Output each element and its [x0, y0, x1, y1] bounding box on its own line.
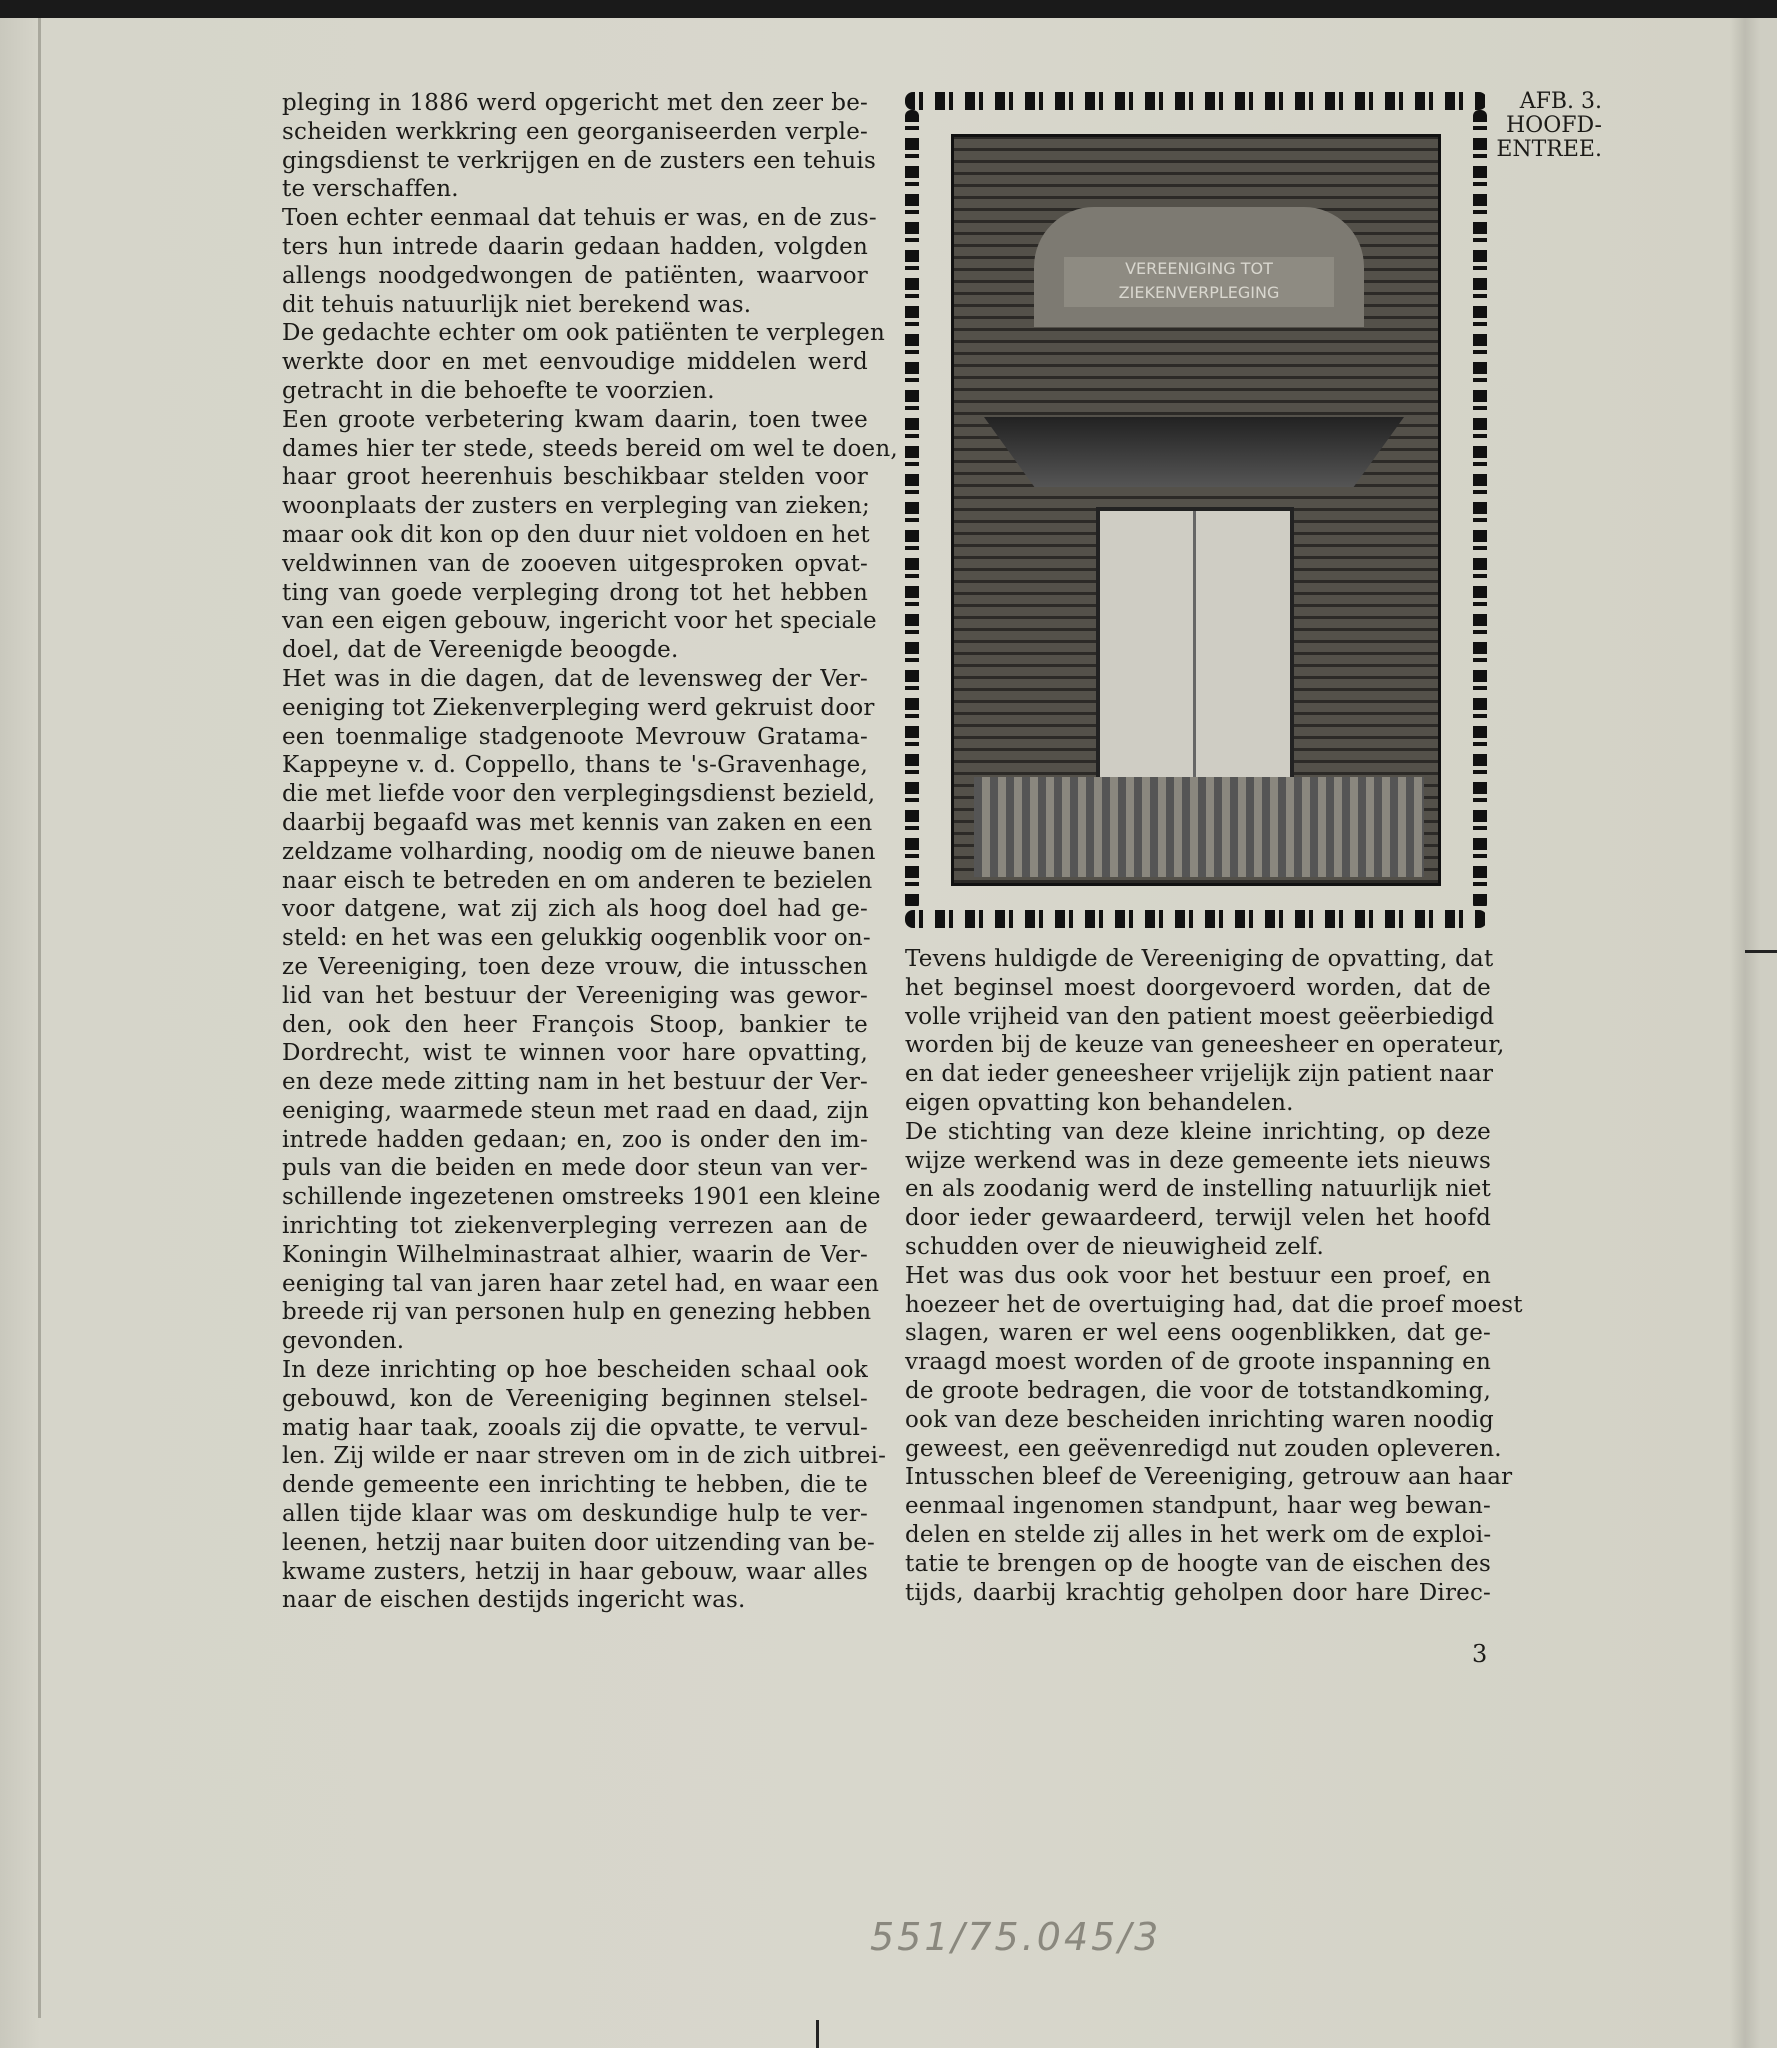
text-line: Het was in die dagen, dat de levensweg der Ver-: [282, 665, 868, 692]
photo-sign: VEREENIGING TOT ZIEKENVERPLEGING: [1064, 257, 1334, 307]
caption-line: HOOFD-: [1505, 113, 1602, 138]
text-line: allengs noodgedwongen de patiënten, waarvoor: [282, 262, 868, 289]
frame-ornament-right: [1473, 110, 1487, 910]
text-line: gingsdienst te verkrijgen en de zusters een tehuis: [282, 147, 876, 174]
page-number: 3: [1472, 1640, 1488, 1668]
text-line: te verschaffen.: [282, 176, 459, 203]
text-line: lid van het bestuur der Vereeniging was gewor-: [282, 982, 868, 1009]
text-line: gevonden.: [282, 1328, 405, 1355]
entrance-photo: [951, 134, 1441, 886]
text-line: steld: en het was een gelukkig oogenblik voor on-: [282, 925, 871, 952]
text-line: De stichting van deze kleine inrichting, op deze: [905, 1118, 1491, 1145]
text-line: schillende ingezetenen omstreeks 1901 een kleine: [282, 1184, 881, 1211]
text-line: daarbij begaafd was met kennis van zaken en een: [282, 809, 873, 836]
text-line: en dat ieder geneesheer vrijelijk zijn patient naar: [905, 1061, 1494, 1088]
text-line: breede rij van personen hulp en genezing hebben: [282, 1299, 872, 1326]
text-line: dende gemeente een inrichting te hebben, die te: [282, 1472, 868, 1499]
text-line: een toenmalige stadgenoote Mevrouw Gratama-: [282, 723, 868, 750]
text-line: het beginsel moest doorgevoerd worden, dat de: [905, 974, 1491, 1001]
text-line: van een eigen gebouw, ingericht voor het speciale: [282, 608, 877, 635]
text-line: die met liefde voor den verplegingsdienst bezield,: [282, 781, 876, 808]
text-line: eeniging tal van jaren haar zetel had, en waar een: [282, 1270, 880, 1297]
text-line: Koningin Wilhelminastraat alhier, waarin de Ver-: [282, 1241, 868, 1268]
text-line: haar groot heerenhuis beschikbaar stelden voor: [282, 464, 868, 491]
text-line: ting van goede verpleging drong tot het hebben: [282, 579, 868, 606]
text-line: Het was dus ook voor het bestuur een proef, en: [905, 1262, 1491, 1289]
frame-ornament-bottom: [905, 910, 1487, 928]
text-line: eeniging, waarmede steun met raad en daad, zijn: [282, 1097, 869, 1124]
text-line: de groote bedragen, die voor de totstandkoming,: [905, 1377, 1491, 1404]
text-line: Toen echter eenmaal dat tehuis er was, en de zus-: [282, 205, 877, 232]
text-line: wijze werkend was in deze gemeente iets nieuws: [905, 1147, 1491, 1174]
text-line: Intusschen bleef de Vereeniging, getrouw aan haar: [905, 1464, 1513, 1491]
text-line: geweest, een geëvenredigd nut zouden opleveren.: [905, 1435, 1502, 1462]
text-line: getracht in die behoefte te voorzien.: [282, 377, 715, 404]
text-line: Dordrecht, wist te winnen voor hare opvatting,: [282, 1040, 868, 1067]
page-spine: [38, 18, 41, 2018]
photo-door: [1096, 507, 1294, 785]
text-line: vraagd moest worden of de groote inspanning en: [905, 1349, 1491, 1376]
text-line: maar ook dit kon op den duur niet voldoen en het: [282, 521, 870, 548]
handwritten-archive-note: 551/75.045/3: [870, 1915, 1162, 1959]
text-line: matig haar taak, zooals zij die opvatte, te vervul-: [282, 1414, 868, 1441]
text-line: schudden over de nieuwigheid zelf.: [905, 1233, 1324, 1260]
text-line: len. Zij wilde er naar streven om in de zich uitbrei-: [282, 1443, 887, 1470]
text-line: slagen, waren er wel eens oogenblikken, dat ge-: [905, 1320, 1491, 1347]
text-line: woonplaats der zusters en verpleging van zieken;: [282, 493, 870, 520]
text-line: en deze mede zitting nam in het bestuur der Ver-: [282, 1069, 868, 1096]
figure-caption: [1490, 90, 1602, 162]
text-line: tijds, daarbij krachtig geholpen door hare Direc-: [905, 1579, 1491, 1606]
text-line: ze Vereeniging, toen deze vrouw, die intusschen: [282, 953, 868, 980]
text-line: intrede hadden gedaan; en, zoo is onder den im-: [282, 1126, 868, 1153]
text-line: allen tijde klaar was om deskundige hulp te ver-: [282, 1501, 868, 1528]
text-line: volle vrijheid van den patient moest geëerbiedigd: [905, 1003, 1495, 1030]
text-line: dames hier ter stede, steeds bereid om wel te doen,: [282, 435, 898, 462]
frame-ornament-left: [905, 110, 919, 910]
text-line: door ieder gewaardeerd, terwijl velen het hoofd: [905, 1205, 1491, 1232]
text-line: scheiden werkkring een georganiseerden verple-: [282, 118, 868, 145]
text-line: eigen opvatting kon behandelen.: [905, 1089, 1294, 1116]
text-line: naar de eischen destijds ingericht was.: [282, 1587, 746, 1614]
text-line: tatie te brengen op de hoogte van de eischen des: [905, 1550, 1491, 1577]
edge-mark: [1745, 950, 1777, 953]
text-line: voor datgene, wat zij zich als hoog doel had ge-: [282, 896, 868, 923]
text-line: werkte door en met eenvoudige middelen werd: [282, 349, 868, 376]
text-line: zeldzame volharding, noodig om de nieuwe banen: [282, 838, 876, 865]
bottom-tick-mark: [816, 2020, 819, 2048]
text-line: Kappeyne v. d. Coppello, thans te 's-Gravenhage,: [282, 752, 868, 779]
text-line: worden bij de keuze van geneesheer en operateur,: [905, 1032, 1505, 1059]
text-line: Tevens huldigde de Vereeniging de opvatting, dat: [905, 946, 1494, 972]
right-text-column: [905, 945, 1523, 1607]
text-line: ook van deze bescheiden inrichting waren noodig: [905, 1406, 1494, 1433]
left-text-column: [282, 89, 898, 1615]
text-line: den, ook den heer François Stoop, bankier te: [282, 1011, 868, 1038]
text-line: naar eisch te betreden en om anderen te bezielen: [282, 867, 873, 894]
text-line: dit tehuis natuurlijk niet berekend was.: [282, 291, 752, 318]
document-page: [0, 18, 1777, 2048]
text-line: In deze inrichting op hoe bescheiden schaal ook: [282, 1357, 868, 1384]
caption-line: AFB. 3.: [1519, 89, 1602, 114]
text-line: inrichting tot ziekenverpleging verrezen aan de: [282, 1213, 868, 1240]
text-line: De gedachte echter om ook patiënten te verplegen: [282, 320, 886, 347]
text-line: doel, dat de Vereenigde beoogde.: [282, 637, 679, 664]
text-line: gebouwd, kon de Vereeniging beginnen stelsel-: [282, 1385, 868, 1412]
text-line: kwame zusters, hetzij in haar gebouw, waar alles: [282, 1558, 868, 1585]
text-line: veldwinnen van de zooeven uitgesproken opvat-: [282, 550, 868, 577]
text-line: leenen, hetzij naar buiten door uitzending van be-: [282, 1529, 875, 1556]
text-line: hoezeer het de overtuiging had, dat die proef moest: [905, 1291, 1523, 1318]
frame-ornament-top: [905, 92, 1487, 110]
photo-ornamental-frame: [905, 92, 1487, 928]
text-line: puls van die beiden en mede door steun van ver-: [282, 1155, 868, 1182]
text-line: Een groote verbetering kwam daarin, toen twee: [282, 406, 868, 433]
text-line: pleging in 1886 werd opgericht met den zeer be-: [282, 90, 868, 116]
text-line: eeniging tot Ziekenverpleging werd gekruist door: [282, 694, 875, 721]
text-line: ters hun intrede daarin gedaan hadden, volgden: [282, 233, 868, 260]
caption-line: ENTREE.: [1496, 137, 1602, 162]
text-line: en als zoodanig werd de instelling natuurlijk niet: [905, 1176, 1491, 1203]
text-line: delen en stelde zij alles in het werk om de exploi-: [905, 1521, 1492, 1548]
text-line: eenmaal ingenomen standpunt, haar weg bewan-: [905, 1493, 1491, 1520]
